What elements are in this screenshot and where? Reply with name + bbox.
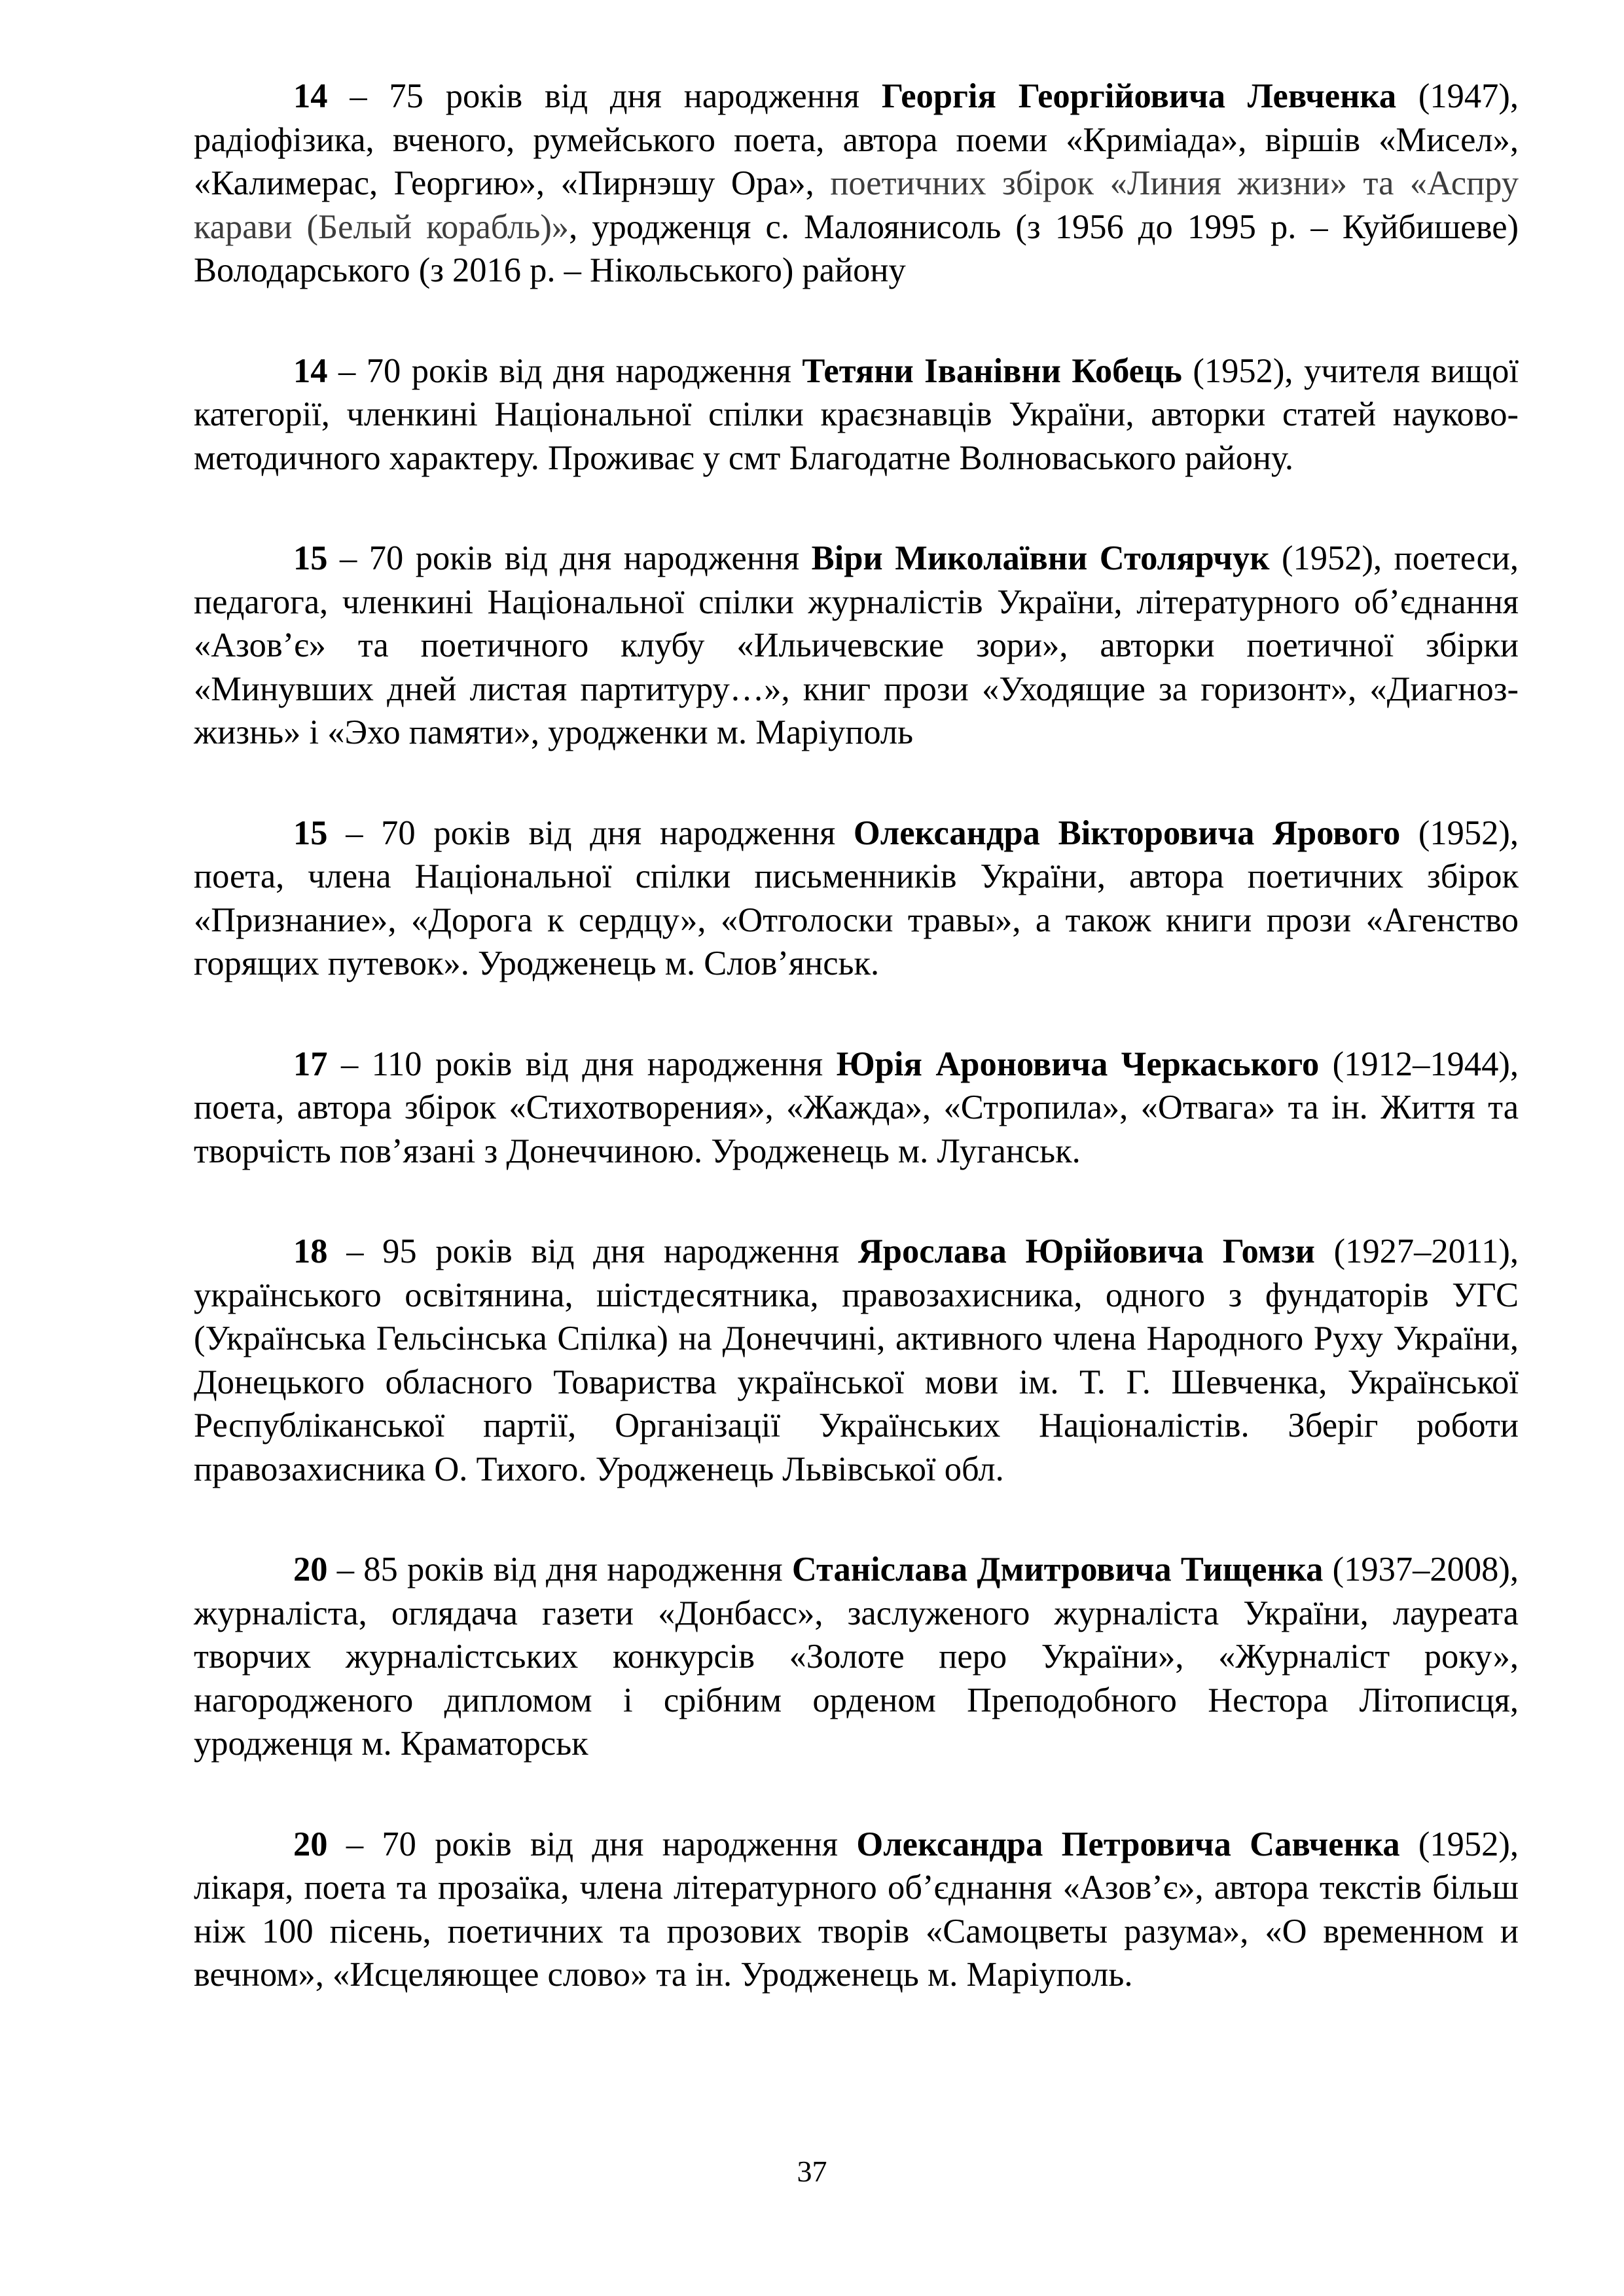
- anniversary-entry: [194, 537, 1519, 755]
- entry-person-name: Георгія Георгійовича Левченка: [881, 77, 1397, 115]
- anniversary-entry: [194, 812, 1519, 986]
- anniversary-entry: [194, 75, 1519, 293]
- entry-paragraph: [194, 75, 1519, 293]
- anniversary-entry: [194, 350, 1519, 480]
- entry-day: 14: [293, 77, 328, 115]
- entry-paragraph: [194, 537, 1519, 755]
- entry-intro: – 70 років від дня народження: [327, 539, 812, 577]
- anniversary-entry: [194, 1548, 1519, 1766]
- entry-details: (1937–2008), журналіста, оглядача газети «Донбасс», заслуженого журналіста України, лауреата творчих журналістських конкурсів «Золоте перо України», «Журналіст року», нагородженого дипломом і срібним орденом Преподобного Нестора Літописця, уродженця м. Краматорськ: [194, 1551, 1519, 1763]
- entry-day: 18: [293, 1232, 328, 1270]
- entry-intro: – 70 років від дня народження: [327, 1825, 857, 1863]
- entry-paragraph: [194, 1043, 1519, 1174]
- anniversary-entry: [194, 1230, 1519, 1491]
- entry-intro: – 75 років від дня народження: [327, 77, 882, 115]
- entry-intro: – 70 років від дня народження: [327, 351, 803, 390]
- entry-paragraph: [194, 812, 1519, 986]
- entry-details: (1952), поета, члена Національної спілки письменників України, автора поетичних збірок «Признание», «Дорога к сердцу», «Отголоски травы», а також книги прози «Агенство горящих путевок». Уродженець м. Слов’янськ.: [194, 814, 1519, 982]
- entry-person-name: Тетяни Іванівни Кобець: [802, 351, 1182, 390]
- document-page: [194, 75, 1519, 2054]
- entry-person-name: Олександра Вікторовича Ярового: [853, 814, 1401, 852]
- entry-intro: – 95 років від дня народження: [327, 1232, 858, 1270]
- entry-day: 15: [293, 814, 328, 852]
- anniversary-entry: [194, 1043, 1519, 1174]
- entry-details: (1947), радіофізика, вченого, румейського поета, автора поеми «Криміада», віршів «Мисел», «Калимерас, Георгию», «Пирнэшу Ора»,: [194, 77, 1519, 202]
- entry-day: 20: [293, 1825, 328, 1863]
- entry-details: (1952), учителя вищої категорії, членкині Національної спілки краєзнавців України, авторки статей науково-методичного характеру. Проживає у смт Благодатне Волноваського району.: [194, 351, 1519, 477]
- entry-day: 15: [293, 539, 328, 577]
- entry-person-name: Віри Миколаївни Столярчук: [811, 539, 1270, 577]
- entry-day: 14: [293, 351, 328, 390]
- entry-details: (1952), лікаря, поета та прозаїка, члена літературного об’єднання «Азов’є», автора текстів більш ніж 100 пісень, поетичних та прозових творів «Самоцветы разума», «О временном и вечном», «Исцеляющее слово» та ін. Уродженець м. Маріуполь.: [194, 1825, 1519, 1994]
- entry-paragraph: [194, 1230, 1519, 1491]
- entry-person-name: Юрія Ароновича Черкаського: [836, 1045, 1320, 1083]
- entry-intro: – 110 років від дня народження: [327, 1045, 837, 1083]
- entry-person-name: Олександра Петровича Савченка: [856, 1825, 1400, 1863]
- entry-details: (1952), поетеси, педагога, членкині Національної спілки журналістів України, літературного об’єднання «Азов’є» та поетичного клубу «Ильичевские зори», авторки поетичної збірки «Минувших дней листая партитуру…», книг прози «Уходящие за горизонт», «Диагноз-жизнь» і «Эхо памяти», уродженки м. Маріуполь: [194, 539, 1519, 751]
- page-number: 37: [797, 2155, 827, 2188]
- entry-person-name: Ярослава Юрійовича Гомзи: [857, 1232, 1315, 1270]
- entry-day: 20: [293, 1551, 328, 1588]
- entry-day: 17: [293, 1045, 328, 1083]
- entry-intro: – 85 років від дня народження: [327, 1551, 792, 1588]
- entry-details: (1927–2011), українського освітянина, шістдесятника, правозахисника, одного з фундаторів УГС (Українська Гельсінська Спілка) на Донеччині, активного члена Народного Руху України, Донецького обласного Товариства української мови ім. Т. Г. Шевченка, Української Республіканської партії, Організації Українських Націоналістів. Зберіг роботи правозахисника О. Тихого. Уродженець Львівської обл.: [194, 1232, 1519, 1488]
- entry-details-gray: поетичних збірок «Линия жизни» та «Аспру карави (Белый корабль)»: [194, 164, 1519, 246]
- entry-paragraph: [194, 1823, 1519, 1997]
- entry-details-end: , уродженця с. Малоянисоль (з 1956 до 1995 р. – Куйбишеве) Володарського (з 2016 р. – Нікольського) району: [194, 207, 1519, 289]
- entry-person-name: Станіслава Дмитровича Тищенка: [791, 1551, 1324, 1588]
- entry-paragraph: [194, 350, 1519, 480]
- entry-intro: – 70 років від дня народження: [327, 814, 854, 852]
- anniversary-entry: [194, 1823, 1519, 1997]
- entry-paragraph: [194, 1548, 1519, 1766]
- entry-details: (1912–1944), поета, автора збірок «Стихотворения», «Жажда», «Стропила», «Отвага» та ін. Життя та творчість пов’язані з Донеччиною. Уродженець м. Луганськ.: [194, 1045, 1519, 1170]
